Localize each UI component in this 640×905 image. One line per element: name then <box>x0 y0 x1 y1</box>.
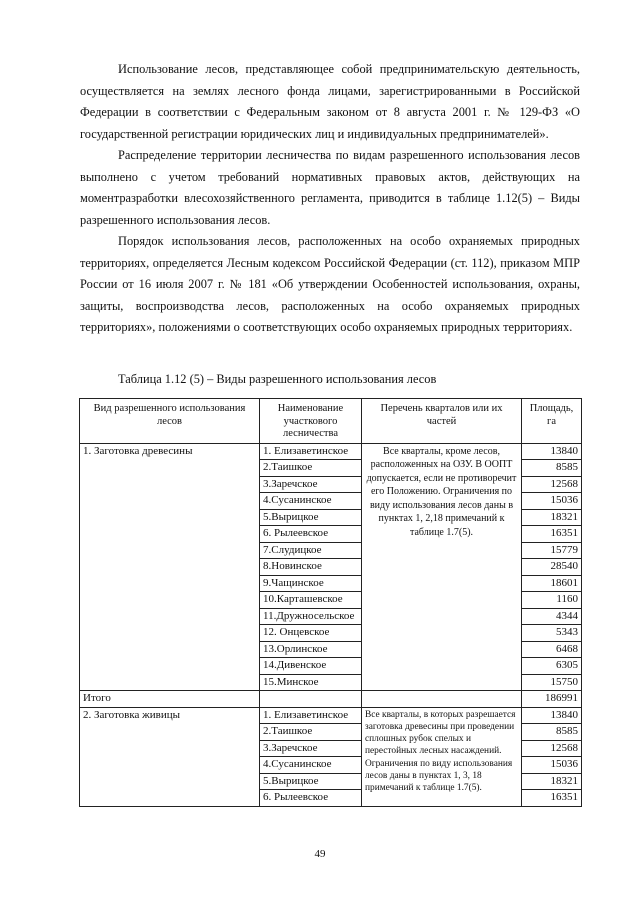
area-cell: 15036 <box>522 493 582 510</box>
division-cell: 15.Минское <box>260 674 362 691</box>
quarters-cell: Все кварталы, кроме лесов, расположенных на ОЗУ. В ООПТ допускается, если не противоречит его Положению. Ограничения по виду использования лесов даны в пунктах 1, 2,18 примечаний к таблице 1.7(5). <box>362 443 522 691</box>
paragraph-2: Распределение территории лесничества по видам разрешенного использования лесов выполнено с учетом требований нормативных правовых актов, действующих на моментразработки влесохозяйственного регламента, приводится в таблице 1.12(5) – Виды разрешенного использования лесов. <box>80 148 580 227</box>
total-label: Итого <box>80 691 260 708</box>
area-cell: 18601 <box>522 575 582 592</box>
header-area: Площадь, га <box>522 399 582 444</box>
empty-cell <box>260 691 362 708</box>
area-cell: 4344 <box>522 608 582 625</box>
division-cell: 7.Слудицкое <box>260 542 362 559</box>
area-cell: 16351 <box>522 526 582 543</box>
area-cell: 5343 <box>522 625 582 642</box>
total-value: 186991 <box>522 691 582 708</box>
header-division: Наименование участкового лесничества <box>260 399 362 444</box>
division-cell: 13.Орлинское <box>260 641 362 658</box>
area-cell: 1160 <box>522 592 582 609</box>
division-cell: 5.Вырицкое <box>260 773 362 790</box>
division-cell: 8.Новинское <box>260 559 362 576</box>
use-kind-cell: 1. Заготовка древесины <box>80 443 260 691</box>
division-cell: 1. Елизаветинское <box>260 707 362 724</box>
division-cell: 4.Сусанинское <box>260 757 362 774</box>
page-number: 49 <box>314 848 326 860</box>
division-cell: 12. Онцевское <box>260 625 362 642</box>
area-cell: 6305 <box>522 658 582 675</box>
area-cell: 18321 <box>522 773 582 790</box>
division-cell: 3.Заречское <box>260 740 362 757</box>
division-cell: 5.Вырицкое <box>260 509 362 526</box>
total-row <box>80 691 582 708</box>
area-cell: 12568 <box>522 740 582 757</box>
division-cell: 4.Сусанинское <box>260 493 362 510</box>
empty-cell <box>362 691 522 708</box>
division-cell: 2.Таишкое <box>260 724 362 741</box>
area-cell: 12568 <box>522 476 582 493</box>
division-cell: 6. Рылеевское <box>260 526 362 543</box>
area-cell: 18321 <box>522 509 582 526</box>
paragraph-3: Порядок использования лесов, расположенных на особо охраняемых природных территориях, определяется Лесным кодексом Российской Федерации (ст. 112), приказом МПР России от 16 июля 2007 г. № 181 «Об утверждении Особенностей использования, охраны, защиты, воспроизводства лесов, расположенных на особо охраняемых природных территориях», положениями о соответствующих особо охраняемых природных территориях. <box>80 234 580 334</box>
area-cell: 15750 <box>522 674 582 691</box>
area-cell: 16351 <box>522 790 582 807</box>
header-quarters: Перечень кварталов или их частей <box>362 399 522 444</box>
area-cell: 8585 <box>522 724 582 741</box>
division-cell: 1. Елизаветинское <box>260 443 362 460</box>
area-cell: 6468 <box>522 641 582 658</box>
use-kind-cell: 2. Заготовка живицы <box>80 707 260 806</box>
division-cell: 3.Заречское <box>260 476 362 493</box>
division-cell: 10.Карташевское <box>260 592 362 609</box>
division-cell: 9.Чащинское <box>260 575 362 592</box>
table-body <box>80 443 582 806</box>
area-cell: 8585 <box>522 460 582 477</box>
forest-use-table <box>79 398 582 807</box>
area-cell: 15036 <box>522 757 582 774</box>
division-cell: 2.Таишкое <box>260 460 362 477</box>
table-row <box>80 443 582 460</box>
table-row <box>80 707 582 724</box>
area-cell: 28540 <box>522 559 582 576</box>
table-header-row <box>80 399 582 444</box>
header-kind: Вид разрешенного использования лесов <box>80 399 260 444</box>
area-cell: 13840 <box>522 707 582 724</box>
area-cell: 13840 <box>522 443 582 460</box>
division-cell: 6. Рылеевское <box>260 790 362 807</box>
table-caption: Таблица 1.12 (5) – Виды разрешенного использования лесов <box>118 372 437 386</box>
division-cell: 14.Дивенское <box>260 658 362 675</box>
division-cell: 11.Дружносельское <box>260 608 362 625</box>
paragraph-1: Использование лесов, представляющее собой предпринимательскую деятельность, осуществляется на землях лесного фонда лицами, зарегистрированными в Российской Федерации в соответствии с Федеральным законом от 8 августа 2001 г. № 129-ФЗ «О государственной регистрации юридических лиц и индивидуальных предпринимателей». <box>80 62 580 141</box>
quarters-cell: Все кварталы, в которых разрешается заготовка древесины при проведении сплошных рубок спелых и перестойных лесных насаждений. Ограничения по виду использования лесов даны в пунктах 1, 3, 18 примечаний к таблице 1.7(5). <box>362 707 522 806</box>
area-cell: 15779 <box>522 542 582 559</box>
